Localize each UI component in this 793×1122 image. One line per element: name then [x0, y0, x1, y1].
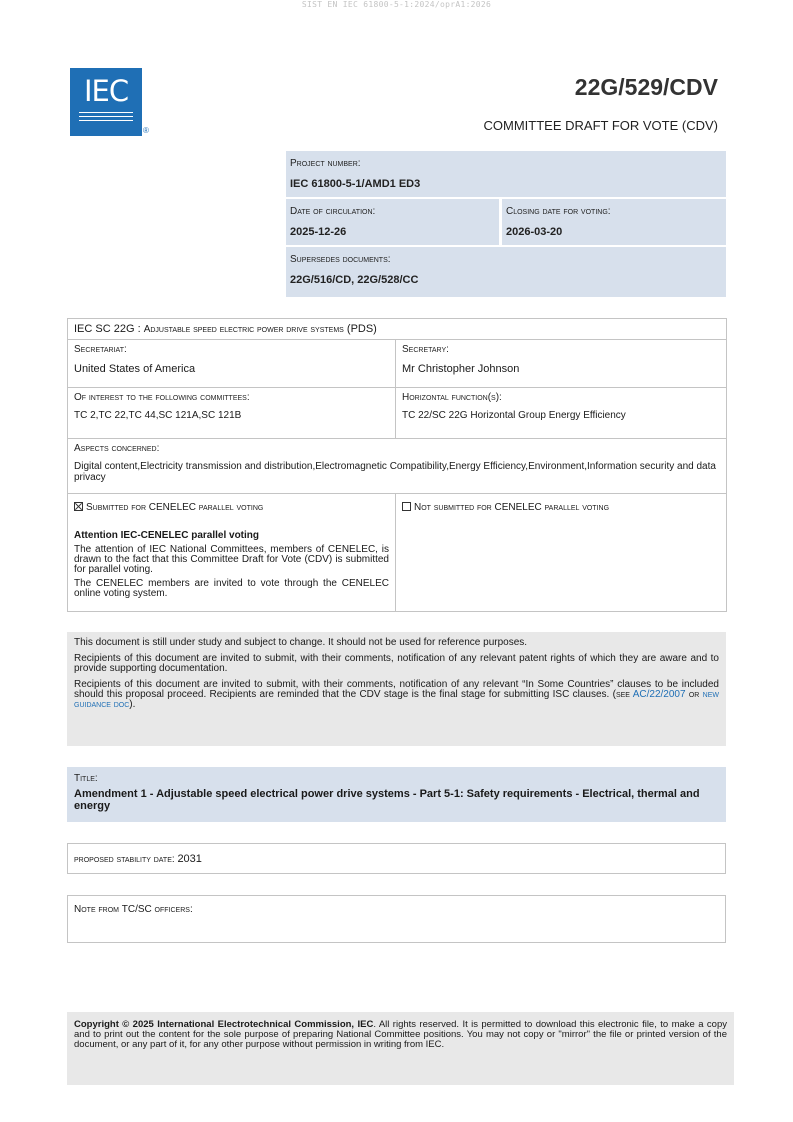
logo-line	[79, 116, 133, 117]
copyright-box	[67, 1012, 734, 1085]
secretary-value: Mr Christopher Johnson	[402, 363, 520, 375]
secretary-cell	[396, 340, 727, 388]
circulation-date-label: Date of circulation:	[290, 206, 376, 217]
circulation-date-value: 2025-12-26	[290, 226, 347, 238]
note-label-part: TC/SC	[121, 904, 152, 915]
copyright-text: . All rights reserved. It is permitted to download this electronic file, to make a copy and to print out the content for the sole purpose of preparing National Committee positions. You may not copy or "mirror" the file or printed version of the document, or any part of it, for any other purpose without permission in writing from IEC.	[74, 1019, 727, 1050]
submitted-label-part: CENELEC	[148, 502, 197, 513]
stability-date-box	[67, 843, 726, 874]
secretariat-cell	[68, 340, 396, 388]
note-box	[67, 895, 726, 943]
not-submitted-label-part: CENELEC	[494, 502, 542, 513]
document-type: COMMITTEE DRAFT FOR VOTE (CDV)	[483, 118, 718, 133]
horizontal-function-cell	[396, 388, 727, 439]
logo-line	[79, 120, 133, 121]
submitted-label-part: Submitted for	[86, 502, 149, 513]
copyright-bold: Copyright © 2025 International Electrotechnical Commission, IEC	[74, 1019, 374, 1030]
note-label-part: officers:	[151, 904, 193, 915]
document-reference: 22G/529/CDV	[574, 74, 718, 100]
circulation-date-cell	[286, 199, 499, 245]
attention-paragraph: The attention of IEC National Committees, members of CENELEC, is drawn to the fact that this Committee Draft for Vote (CDV) is submitted for parallel voting.	[74, 544, 389, 575]
not-submitted-label-part: parallel voting	[541, 502, 610, 513]
title-label: Title:	[74, 773, 98, 784]
aspects-value: Digital content,Electricity transmission and distribution,Electromagnetic Compatibility,Energy Efficiency,Environment,Information security and data privacy	[74, 461, 716, 483]
ac-22-2007-link[interactable]: AC/22/2007	[632, 689, 686, 700]
closing-date-cell	[502, 199, 726, 245]
notice-paragraph: Recipients of this document are invited to submit, with their comments, notification of any relevant patent rights of which they are aware and to provide supporting documentation.	[74, 653, 719, 674]
subcommittee-row	[68, 319, 727, 340]
logo-line	[79, 112, 133, 113]
supersedes-label: Supersedes documents:	[290, 254, 391, 265]
registered-mark: ®	[143, 126, 149, 135]
interest-committees-label: Of interest to the following committees:	[74, 392, 250, 403]
not-submitted-label-part: Not submitted for	[414, 502, 495, 513]
secretary-label: Secretary:	[402, 344, 449, 355]
watermark-text: SIST EN IEC 61800-5-1:2024/oprA1:2026	[301, 0, 492, 9]
aspects-label: Aspects concerned:	[74, 443, 160, 454]
secretariat-label: Secretariat:	[74, 344, 127, 355]
not-submitted-option	[402, 501, 720, 513]
title-box	[67, 767, 726, 822]
horizontal-function-value: TC 22/SC 22G Horizontal Group Energy Efficiency	[402, 410, 626, 421]
submitted-label-part: parallel voting	[196, 502, 264, 513]
subcommittee-prefix: IEC SC 22G :	[74, 323, 144, 335]
checked-checkbox-icon	[74, 502, 83, 511]
closing-date-label: Closing date for voting:	[506, 206, 611, 217]
notice-text: ).	[129, 699, 136, 710]
new-guidance-doc-link[interactable]: new guidance doc	[74, 689, 719, 710]
notice-text: see	[615, 689, 633, 700]
horizontal-function-label: Horizontal function(s):	[402, 392, 502, 403]
project-number-value: IEC 61800-5-1/AMD1 ED3	[290, 178, 421, 190]
subcommittee-suffix: (PDS)	[343, 323, 377, 335]
supersedes-value: 22G/516/CD, 22G/528/CC	[290, 274, 419, 286]
submitted-option	[74, 501, 389, 513]
notice-box	[67, 632, 726, 746]
stability-date-label: proposed stability date:	[74, 854, 175, 865]
note-label-part: Note from	[74, 904, 122, 915]
project-number-label: Project number:	[290, 158, 361, 169]
supersedes-cell	[286, 247, 726, 297]
interest-committees-value: TC 2,TC 22,TC 44,SC 121A,SC 121B	[74, 410, 242, 421]
notice-paragraph: This document is still under study and subject to change. It should not be used for reference purposes.	[74, 637, 528, 648]
closing-date-value: 2026-03-20	[506, 226, 563, 238]
iec-logo	[70, 68, 142, 136]
notice-paragraph	[74, 680, 719, 710]
parallel-voting-submitted-cell	[68, 494, 396, 612]
attention-title: Attention IEC-CENELEC parallel voting	[74, 530, 260, 541]
document-title: Amendment 1 - Adjustable speed electrical power drive systems - Part 5-1: Safety requirements - Electrical, thermal and energy	[74, 788, 700, 812]
stability-date-value: 2031	[177, 853, 202, 865]
notice-text: Recipients of this document are invited to submit, with their comments, notification of any relevant “In Some Countries” clauses to be included should this proposal proceed. Recipients are reminded that the CDV stage is the final stage for submitting ISC clauses. (	[74, 679, 719, 700]
aspects-cell	[68, 439, 727, 494]
committee-table	[67, 318, 727, 612]
project-number-cell	[286, 151, 726, 197]
secretariat-value: United States of America	[74, 363, 196, 375]
unchecked-checkbox-icon	[402, 502, 411, 511]
subcommittee-name: Adjustable speed electric power drive systems	[143, 324, 344, 335]
attention-paragraph: The CENELEC members are invited to vote through the CENELEC online voting system.	[74, 578, 389, 599]
interest-committees-cell	[68, 388, 396, 439]
logo-text: IEC	[83, 74, 129, 108]
parallel-voting-not-submitted-cell	[396, 494, 727, 612]
notice-text: or	[685, 689, 703, 700]
